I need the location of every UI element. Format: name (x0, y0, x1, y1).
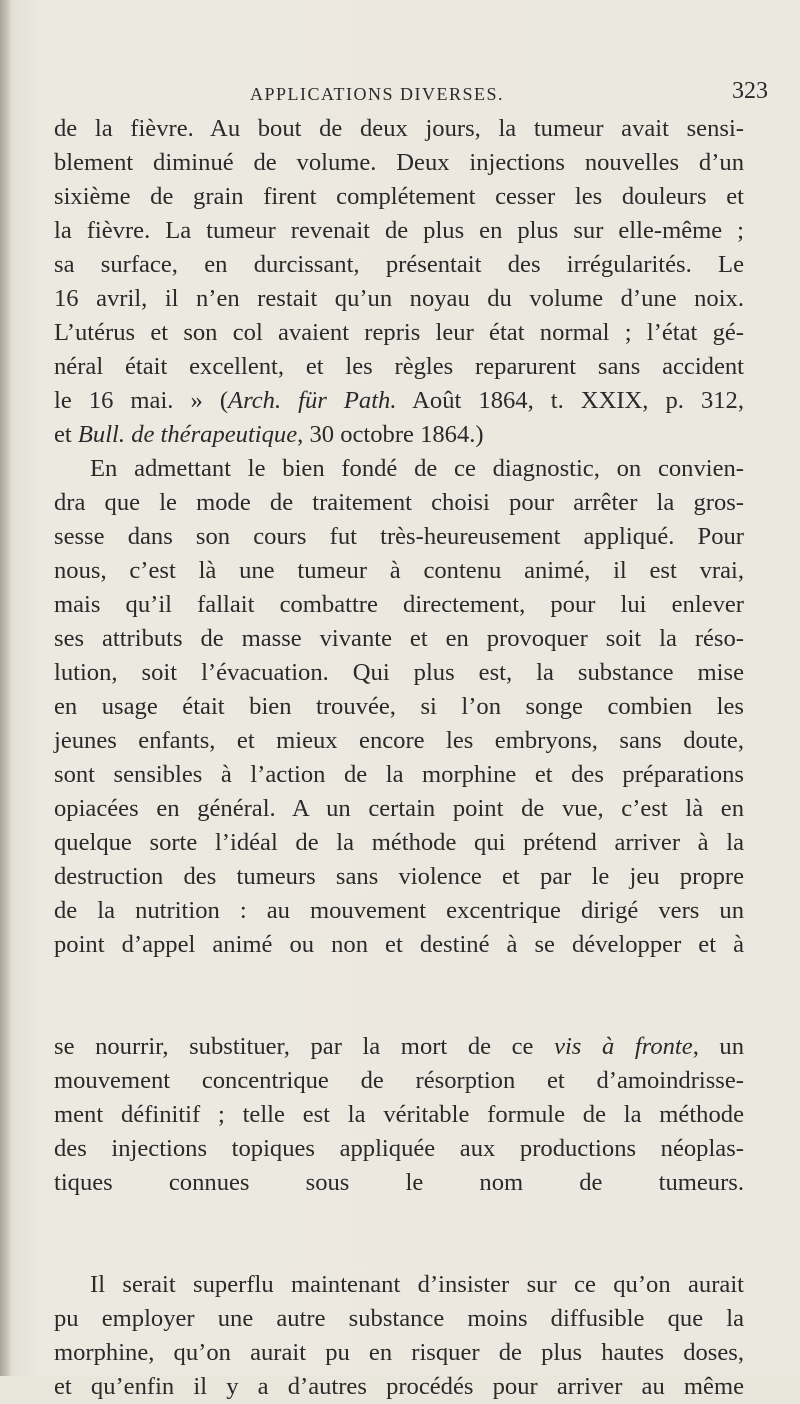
text-line: ment définitif ; telle est la véritable formule de la méthode (54, 1101, 744, 1128)
text-line (54, 1234, 744, 1268)
text-line: mouvement concentrique de résorption et d’amoindrisse- (54, 1067, 744, 1094)
text-line (54, 418, 744, 452)
page-header (0, 78, 800, 108)
text-line: sont sensibles à l’action de la morphine et des préparations (54, 761, 744, 788)
text-line: 16 avril, il n’en restait qu’un noyau du volume d’une noix. (54, 285, 744, 312)
text-line: quelque sorte l’idéal de la méthode qui prétend arriver à la (54, 829, 744, 856)
italic-phrase: vis à fronte (554, 1033, 693, 1060)
text-line: sesse dans son cours fut très-heureusement appliqué. Pour (54, 523, 744, 550)
text-line: opiacées en général. A un certain point de vue, c’est là en (54, 795, 744, 822)
journal-title: Bull. de thérapeutique (77, 421, 298, 448)
text-line: en usage était bien trouvée, si l’on songe combien les (54, 693, 744, 720)
text-line: Il serait superflu maintenant d’insister sur ce qu’on aurait (90, 1271, 744, 1298)
text-line: sixième de grain firent complétement cesser les douleurs et (54, 183, 744, 210)
text-fragment: se nourrir, substituer, par la mort de ce (54, 1033, 555, 1060)
text-line (54, 1200, 744, 1234)
text-line: point d’appel animé ou non et destiné à se développer et à (54, 931, 744, 958)
text-line: dra que le mode de traitement choisi pour arrêter la gros- (54, 489, 744, 516)
text-line: destruction des tumeurs sans violence et par le jeu propre (54, 863, 744, 890)
text-fragment: Août 1864, t. XXIX, p. 312, (396, 387, 745, 414)
text-fragment: le 16 mai. » ( (54, 387, 229, 414)
text-line: de la nutrition : au mouvement excentrique dirigé vers un (54, 897, 744, 924)
text-line (54, 996, 744, 1030)
text-line (54, 1030, 744, 1064)
text-line: blement diminué de volume. Deux injections nouvelles d’un (54, 149, 744, 176)
text-line: mais qu’il fallait combattre directement, pour lui enlever (54, 591, 744, 618)
text-line: de la fièvre. Au bout de deux jours, la tumeur avait sensi- (54, 115, 744, 142)
page-gutter (0, 0, 10, 1376)
text-line: tiques connues sous le nom de tumeurs. (54, 1169, 744, 1196)
text-line (54, 384, 744, 418)
text-line: des injections topiques appliquée aux productions néoplas- (54, 1135, 744, 1162)
text-line: ses attributs de masse vivante et en provoquer soit la réso- (54, 625, 744, 652)
text-line (54, 962, 744, 996)
text-line: et qu’enfin il y a d’autres procédés pour arriver au même (54, 1373, 744, 1400)
text-fragment: , 30 octobre 1864.) (297, 421, 484, 448)
text-fragment: et (54, 421, 78, 448)
running-head: APPLICATIONS DIVERSES. (250, 84, 505, 104)
journal-title: Arch. für Path. (228, 387, 397, 414)
text-line: lution, soit l’évacuation. Qui plus est, la substance mise (54, 659, 744, 686)
text-line: morphine, qu’on aurait pu en risquer de plus hautes doses, (54, 1339, 744, 1366)
text-line: jeunes enfants, et mieux encore les embryons, sans doute, (54, 727, 744, 754)
text-line: sa surface, en durcissant, présentait des irrégularités. Le (54, 251, 744, 278)
text-line: L’utérus et son col avaient repris leur état normal ; l’état gé- (54, 319, 744, 346)
text-line: nous, c’est là une tumeur à contenu animé, il est vrai, (54, 557, 744, 584)
text-line: néral était excellent, et les règles reparurent sans accident (54, 353, 744, 380)
page-number: 323 (732, 78, 768, 104)
text-line: En admettant le bien fondé de ce diagnostic, on convien- (90, 455, 744, 482)
text-fragment: , un (692, 1033, 745, 1060)
text-line: la fièvre. La tumeur revenait de plus en plus sur elle-même ; (54, 217, 744, 244)
body-text (54, 112, 744, 1404)
text-line: pu employer une autre substance moins diffusible que la (54, 1305, 744, 1332)
